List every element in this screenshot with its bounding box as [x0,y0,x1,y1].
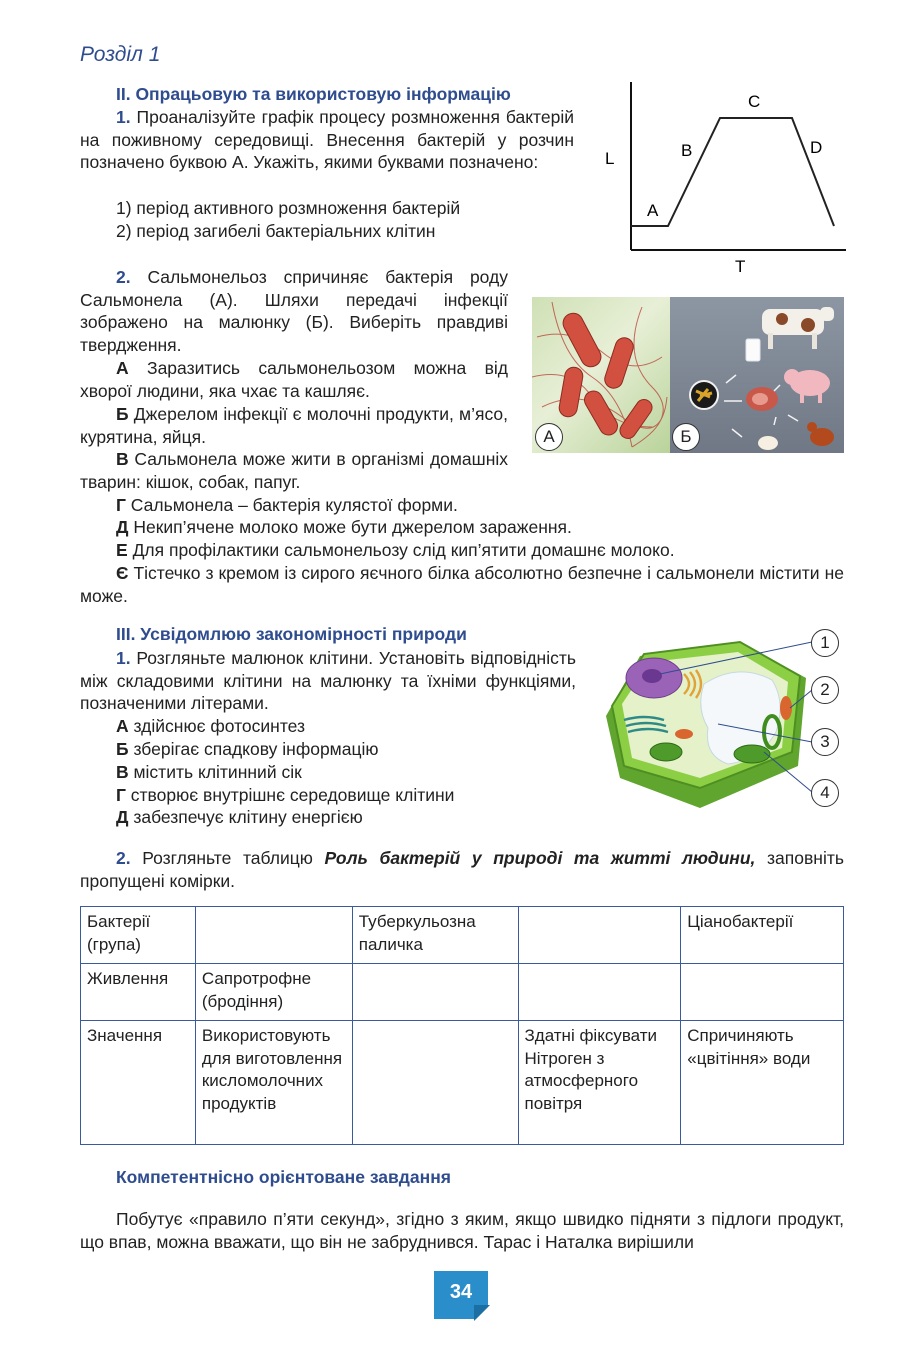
table-cell [352,1021,518,1145]
statement-v-text: Сальмонела може жити в організмі домашніх тварин: кішок, собак, папуг. [80,449,508,492]
table-cell [195,907,352,964]
statement-d-text: Некип’ячене молоко може бути джерелом зараження. [133,517,572,537]
table-cell: Бактерії (група) [81,907,196,964]
table-cell: Туберкульозна паличка [352,907,518,964]
table-cell: Ціанобактерії [681,907,844,964]
statement-e [80,539,675,562]
cell-callout-1: 1 [811,629,839,657]
option-b-text: зберігає спадкову інформацію [133,739,379,759]
option-a-letter: А [116,716,129,736]
pig-icon [784,369,830,403]
table-row [81,964,844,1021]
task-1-text [80,106,574,174]
task-1-number: 1. [116,107,131,127]
competence-heading: Компетентнісно орієнтоване завдання [116,1167,451,1187]
page-number: 34 [434,1271,488,1319]
chicken-icon [807,422,834,446]
statement-g-text: Сальмонела – бактерія кулястої форми. [130,495,458,515]
table-cell [518,907,681,964]
table-task-before: Розгляньте таблицю [142,848,313,868]
cell-task-text [80,647,576,715]
statement-b-letter: Б [116,404,129,424]
option-b-letter: Б [116,739,129,759]
statement-ye-letter: Є [116,563,129,583]
option-v [80,761,302,784]
option-g-letter: Г [116,785,126,805]
graph-curve [631,118,834,226]
option-a [80,715,305,738]
cell-callout-3: 3 [811,728,839,756]
cell-callout-4: 4 [811,779,839,807]
option-v-letter: В [116,762,129,782]
page-corner-fold [474,1305,490,1321]
statement-e-text: Для профілактики сальмонельозу слід кип’ятити домашнє молоко. [132,540,675,560]
option-d-text: забезпечує клітину енергією [133,807,363,827]
task-2-text [80,266,508,356]
cow-icon [762,307,834,349]
statement-g [80,494,458,517]
task-1-item-2: 2) період загибелі бактеріальних клітин [116,221,436,241]
option-a-text: здійснює фотосинтез [133,716,306,736]
table-cell: Значення [81,1021,196,1145]
option-g-text: створює внутрішнє середовище клітини [130,785,455,805]
cell-task-number: 1. [116,648,131,668]
cell-task-body: Розгляньте малюнок клітини. Установіть відповідність між складовими клітини на малюнку та їхніми функціями, позначеними літерами. [80,648,576,714]
table-task-number: 2. [116,848,131,868]
statement-b [80,403,508,448]
statement-d [80,516,572,539]
chapter-title: Розділ 1 [80,43,161,66]
statement-e-letter: Е [116,540,128,560]
task-1-body: Проаналізуйте графік процесу розмноження бактерій на поживному середовищі. Внесення бактерій у розчин позначено буквою А. Укажіть, якими буквами позначено: [80,107,574,173]
graph-label-d: D [810,138,823,157]
egg-icon [758,436,778,450]
table-cell [518,964,681,1021]
section-3-heading: ІІІ. Усвідомлюю закономірності природи [116,624,467,644]
statement-a [80,357,508,402]
option-v-text: містить клітинний сік [133,762,302,782]
graph-label-l: L [605,149,615,168]
statement-v [80,448,508,493]
statement-d-letter: Д [116,517,129,537]
task-2-number: 2. [116,267,131,287]
bacteria-circle-icon [690,381,718,409]
option-b [80,738,378,761]
table-row [81,907,844,964]
chloroplast [650,743,682,761]
graph-label-t: T [735,257,746,276]
ham-icon [746,387,778,411]
section-2-heading: ІІ. Опрацьовую та використовую інформацію [116,84,511,104]
task-1-item-1: 1) період активного розмноження бактерій [116,198,461,218]
table-cell: Спричиняють «цвітіння» води [681,1021,844,1145]
graph-label-a: A [647,201,659,220]
graph-label-b: B [681,141,693,160]
graph-label-c: C [748,92,761,111]
table-task-text [80,847,844,892]
competence-text: Побутує «правило п’яти секунд», згідно з яким, якщо швидко підняти з підлоги продукт, що впав, можна вважати, що він не забруднився. Тарас і Наталка вирішили [80,1209,844,1252]
task-2-body: Сальмонельоз спричиняє бактерія роду Сальмонела (А). Шляхи передачі інфекції зображено на малюнку (Б). Виберіть правдиві твердження. [80,267,508,355]
table-task-after: заповніть пропущені комірки. [80,848,844,891]
option-d [80,806,363,829]
nucleolus [642,669,662,683]
milk-glass-icon [746,339,760,361]
table-row [81,1021,844,1145]
statement-v-letter: В [116,449,129,469]
table-cell: Використовують для виготовлення кисломолочних продуктів [195,1021,352,1145]
statement-ye [80,562,844,607]
statement-g-letter: Г [116,495,126,515]
statement-a-text: Заразитись сальмонельозом можна від хворої людини, яка чхає та кашляє. [80,358,508,401]
bacteria-role-table [80,906,844,1145]
table-cell: Сапротрофне (бродіння) [195,964,352,1021]
mitochondrion-2 [675,729,693,739]
option-g [80,784,454,807]
table-cell [681,964,844,1021]
statement-b-text: Джерелом інфекції є молочні продукти, м’ясо, курятина, яйця. [80,404,508,447]
photo-label-a: А [535,423,563,451]
cell-callout-2: 2 [811,676,839,704]
photo-label-b: Б [672,423,700,451]
statement-ye-text: Тістечко з кремом із сирого яєчного білка абсолютно безпечне і сальмонели містити не може. [80,563,844,606]
bacteria-growth-graph [596,80,848,280]
table-cell: Здатні фіксувати Нітроген з атмосферного повітря [518,1021,681,1145]
option-d-letter: Д [116,807,129,827]
table-task-title: Роль бактерій у природі та житті людини, [324,848,756,868]
table-cell: Живлення [81,964,196,1021]
statement-a-letter: А [116,358,129,378]
table-cell [352,964,518,1021]
chloroplast-2 [734,745,770,763]
